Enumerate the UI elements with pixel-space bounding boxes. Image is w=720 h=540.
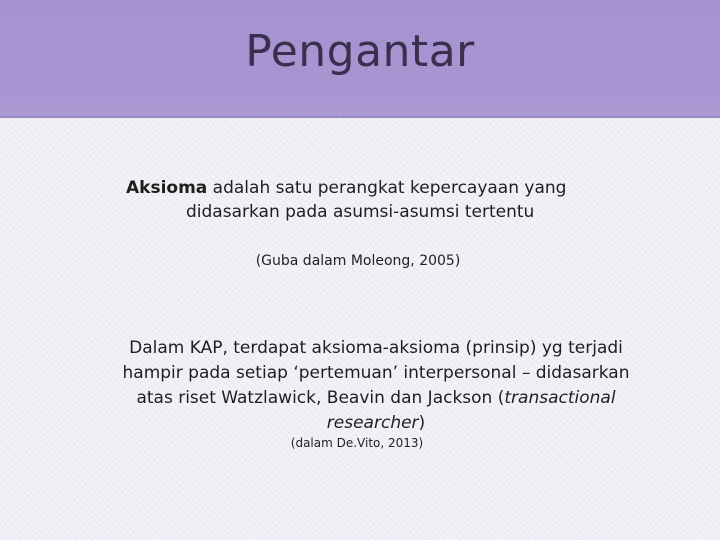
kap-text-2: ) [418,413,426,433]
axioma-definition-line1: adalah satu perangkat kepercayaan yang [207,178,567,198]
kap-paragraph [116,336,636,436]
axioma-definition [126,176,606,224]
slide-title: Pengantar [245,26,475,77]
axioma-definition-line2: didasarkan pada asumsi-asumsi tertentu [186,202,535,222]
kap-text-italic: transactional researcher [326,388,616,433]
citation-devito [0,436,720,450]
kap-text-1: Dalam KAP, terdapat aksioma-aksioma (prinsip) yg terjadi hampir pada setiap ‘pertemuan’ interpersonal – didasarkan atas riset Watzlawick, Beavin dan Jackson ( [122,338,630,408]
citation-guba [0,253,720,269]
axioma-term: Aksioma [126,178,208,198]
citation-guba-text: (Guba dalam Moleong, 2005) [255,253,461,269]
citation-devito-text: (dalam De.Vito, 2013) [290,436,424,450]
